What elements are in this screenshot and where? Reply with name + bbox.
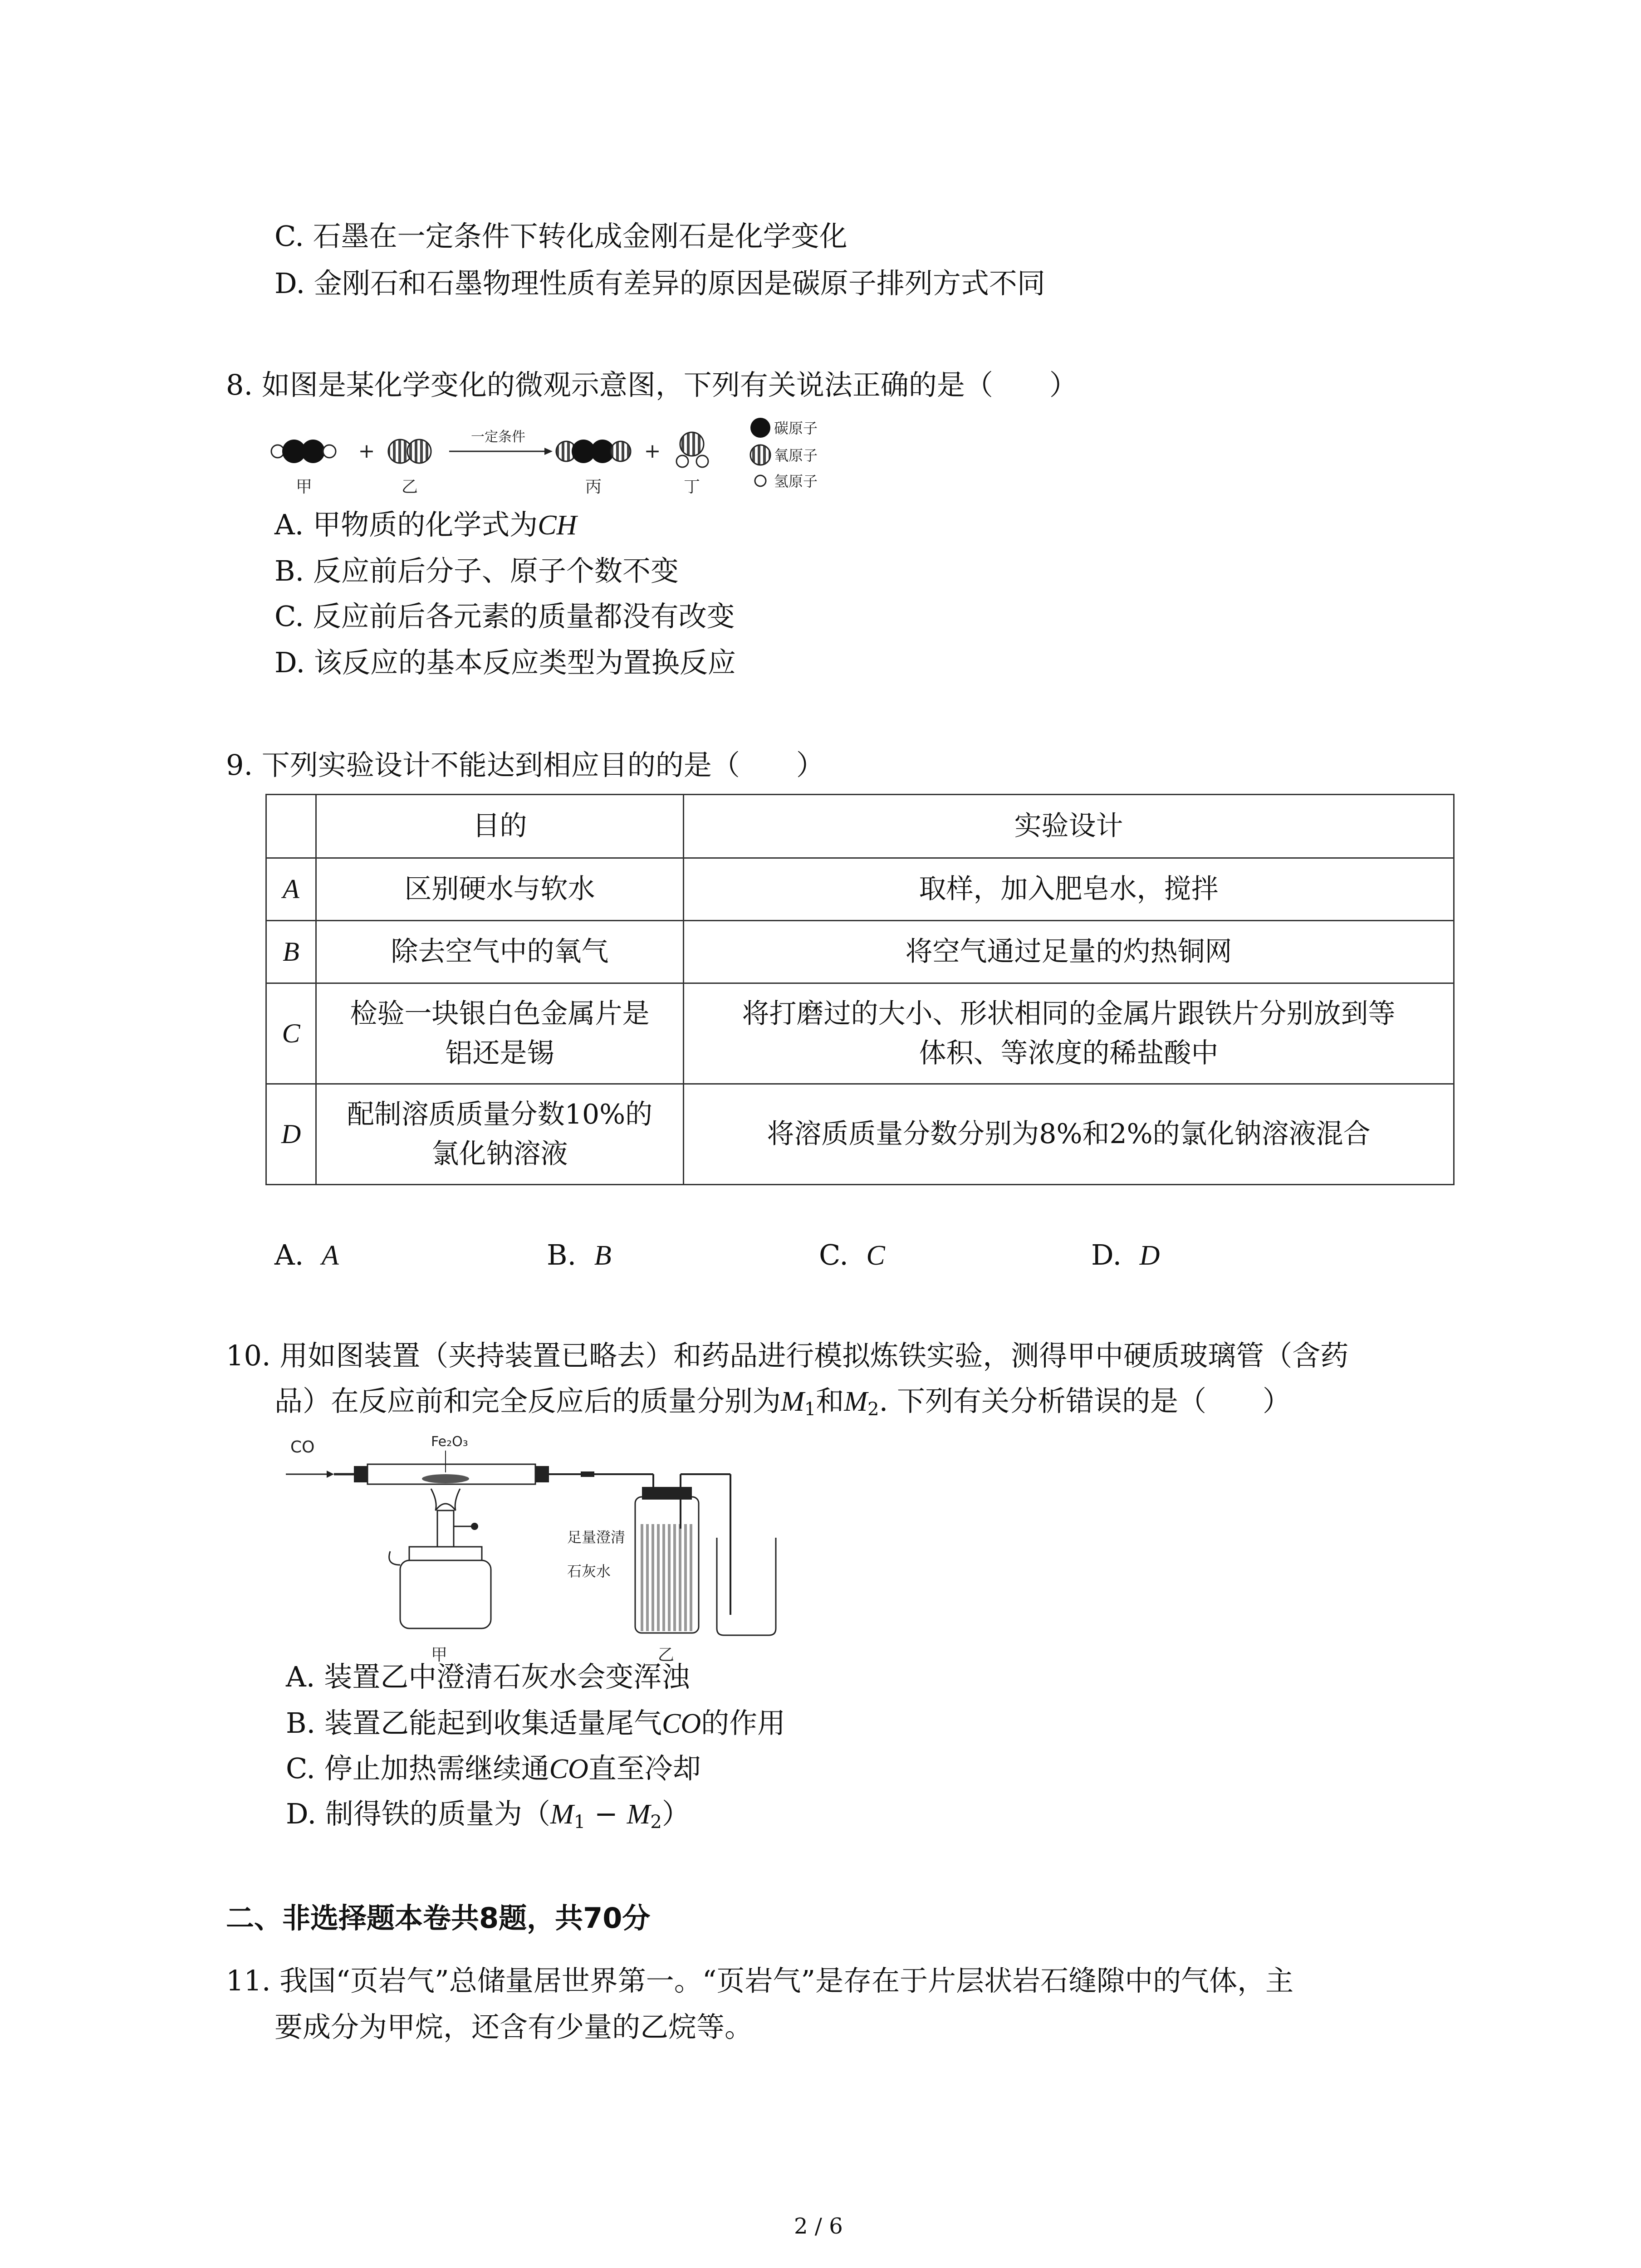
q9-option-d: D. D xyxy=(1091,1238,1160,1271)
q9-stem: 9. 下列实验设计不能达到相应目的的是（ ） xyxy=(226,748,824,782)
apparatus-label-yi: 乙 xyxy=(658,1646,675,1664)
q10-stem-line1: 10. 用如图装置（夹持装置已略去）和药品进行模拟炼铁实验，测得甲中硬质玻璃管（含药 xyxy=(226,1339,1349,1372)
q10-option-a: A. 装置乙中澄清石灰水会变浑浊 xyxy=(286,1660,690,1693)
svg-text:+: + xyxy=(644,440,661,463)
legend-oxygen: 氧原子 xyxy=(774,447,818,464)
label-jia: 甲 xyxy=(295,478,313,496)
atom-legend xyxy=(750,418,818,490)
legend-hydrogen: 氢原子 xyxy=(774,473,818,490)
q10-option-c: C. 停止加热需继续通CO直至冷却 xyxy=(286,1752,701,1785)
row-key: B xyxy=(266,921,316,983)
label-ding: 丁 xyxy=(683,478,700,496)
product-bing-molecule xyxy=(556,440,631,463)
label-bing: 丙 xyxy=(585,478,602,496)
header-purpose: 目的 xyxy=(316,795,684,858)
q8-molecule-diagram xyxy=(268,420,857,506)
reactant-jia-molecule xyxy=(271,440,336,463)
table-row xyxy=(266,1084,1454,1185)
q9-option-c: C. C xyxy=(819,1238,885,1271)
q7-option-d: D. 金刚石和石墨物理性质有差异的原因是碳原子排列方式不同 xyxy=(274,267,1045,300)
q8-option-c: C. 反应前后各元素的质量都没有改变 xyxy=(274,600,735,633)
q9-experiment-table xyxy=(265,794,1455,1185)
q7-option-c: C. 石墨在一定条件下转化成金刚石是化学变化 xyxy=(274,220,847,253)
svg-text:+: + xyxy=(358,440,375,463)
q11-line1: 11. 我国“页岩气”总储量居世界第一。“页岩气”是存在于片层状岩石缝隙中的气体，主 xyxy=(226,1964,1294,1997)
legend-carbon: 碳原子 xyxy=(774,420,818,437)
reactant-yi-molecule xyxy=(388,440,431,463)
row-design: 将打磨过的大小、形状相同的金属片跟铁片分别放到等 体积、等浓度的稀盐酸中 xyxy=(684,983,1454,1084)
row-design: 取样，加入肥皂水，搅拌 xyxy=(684,858,1454,921)
q8-stem: 8. 如图是某化学变化的微观示意图，下列有关说法正确的是（ ） xyxy=(226,368,1078,401)
label-yi: 乙 xyxy=(401,478,418,496)
q8-option-b: B. 反应前后分子、原子个数不变 xyxy=(274,554,679,587)
row-design: 将溶质质量分数分别为8%和2%的氯化钠溶液混合 xyxy=(684,1084,1454,1185)
q10-apparatus-diagram xyxy=(281,1429,808,1665)
row-purpose: 区别硬水与软水 xyxy=(316,858,684,921)
q8-option-a: A. 甲物质的化学式为CH xyxy=(274,508,577,541)
row-purpose: 配制溶质质量分数10%的 氯化钠溶液 xyxy=(316,1084,684,1185)
product-ding-molecule xyxy=(676,432,708,467)
q9-option-b: B. B xyxy=(547,1238,612,1271)
header-key xyxy=(266,795,316,858)
co-label: CO xyxy=(290,1438,315,1457)
limewater-label-2: 石灰水 xyxy=(567,1563,611,1580)
table-row xyxy=(266,858,1454,921)
fe2o3-label: Fe₂O₃ xyxy=(431,1434,468,1450)
table-header-row xyxy=(266,795,1454,858)
table-row xyxy=(266,921,1454,983)
row-purpose: 除去空气中的氧气 xyxy=(316,921,684,983)
reaction-condition: 一定条件 xyxy=(471,429,525,445)
row-key: D xyxy=(266,1084,316,1185)
row-purpose: 检验一块银白色金属片是 铝还是锡 xyxy=(316,983,684,1084)
header-design: 实验设计 xyxy=(684,795,1454,858)
q9-option-a: A. A xyxy=(274,1238,339,1271)
row-key: C xyxy=(266,983,316,1084)
row-key: A xyxy=(266,858,316,921)
q10-stem-line2: 品）在反应前和完全反应后的质量分别为$M_1$和$M_2$. 下列有关分析错误的是（ ） xyxy=(274,1384,1291,1420)
table-row xyxy=(266,983,1454,1084)
section-2-heading: 二、非选择题本卷共8题，共70分 xyxy=(226,1901,651,1935)
q8-option-d: D. 该反应的基本反应类型为置换反应 xyxy=(274,646,736,679)
q11-line2: 要成分为甲烷，还含有少量的乙烷等。 xyxy=(274,2010,753,2043)
q10-option-b: B. 装置乙能起到收集适量尾气CO的作用 xyxy=(286,1706,786,1740)
row-design: 将空气通过足量的灼热铜网 xyxy=(684,921,1454,983)
q10-option-d: D. 制得铁的质量为$(M_1 - M_2)$ xyxy=(286,1797,690,1833)
reaction-arrow xyxy=(449,429,553,455)
apparatus-label-jia: 甲 xyxy=(431,1646,448,1664)
page-number: 2 / 6 xyxy=(794,2214,843,2239)
limewater-label-1: 足量澄清 xyxy=(567,1529,626,1546)
